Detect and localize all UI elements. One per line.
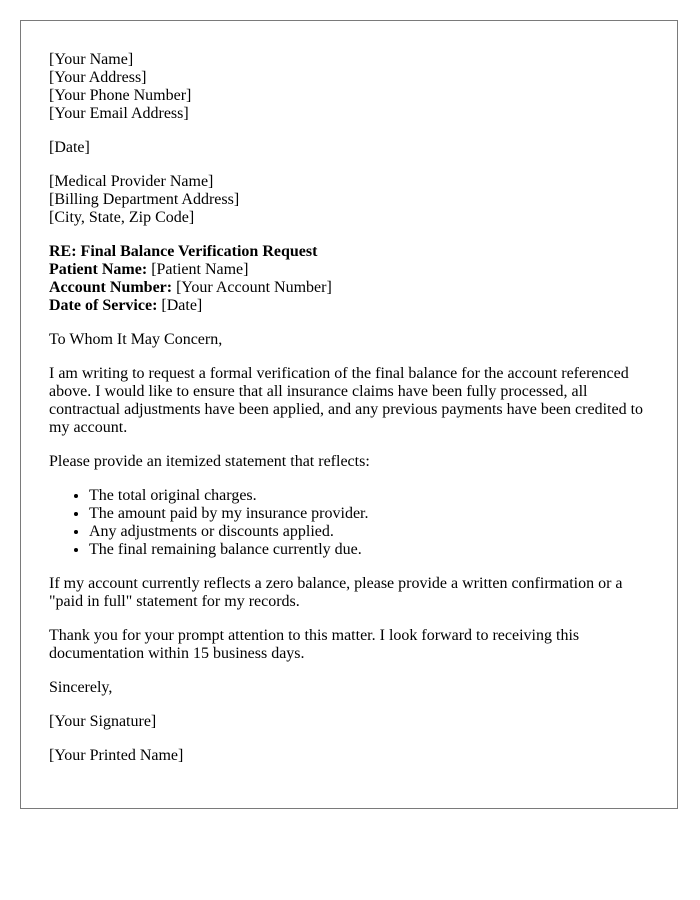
date-of-service-label: Date of Service: xyxy=(49,297,158,314)
patient-name-line xyxy=(49,261,649,279)
account-number-value: [Your Account Number] xyxy=(172,279,332,296)
list-item: • The total original charges. xyxy=(89,487,649,505)
recipient-provider: [Medical Provider Name] xyxy=(49,173,214,190)
body-paragraph-2: Please provide an itemized statement that reflects: xyxy=(49,453,370,470)
letter-page xyxy=(20,20,678,809)
date-of-service-value: [Date] xyxy=(157,297,203,314)
sender-block xyxy=(49,51,649,123)
recipient-billing-address: [Billing Department Address] xyxy=(49,191,240,208)
closing: Sincerely, xyxy=(49,679,113,696)
itemized-list xyxy=(49,487,649,559)
printed-name: [Your Printed Name] xyxy=(49,747,184,764)
sender-phone: [Your Phone Number] xyxy=(49,87,192,104)
signature: [Your Signature] xyxy=(49,713,157,730)
patient-name-value: [Patient Name] xyxy=(147,261,249,278)
body-paragraph-3: If my account currently reflects a zero balance, please provide a written confirmation or a "paid in full" statement for my records. xyxy=(49,575,623,610)
sender-name: [Your Name] xyxy=(49,51,134,68)
date-block xyxy=(49,139,649,157)
body-paragraph-4: Thank you for your prompt attention to this matter. I look forward to receiving this documentation within 15 business days. xyxy=(49,627,580,662)
re-line: RE: Final Balance Verification Request xyxy=(49,243,318,260)
reference-block xyxy=(49,243,649,315)
list-item: • Any adjustments or discounts applied. xyxy=(89,523,649,541)
recipient-block xyxy=(49,173,649,227)
sender-address: [Your Address] xyxy=(49,69,147,86)
letter-date: [Date] xyxy=(49,139,90,156)
list-item: • The final remaining balance currently due. xyxy=(89,541,649,559)
salutation: To Whom It May Concern, xyxy=(49,331,223,348)
recipient-city-state-zip: [City, State, Zip Code] xyxy=(49,209,195,226)
account-number-label: Account Number: xyxy=(49,279,173,296)
account-number-line xyxy=(49,279,649,297)
body-paragraph-1: I am writing to request a formal verification of the final balance for the account referenced above. I would like to ensure that all insurance claims have been fully processed, all contractual adjustments have been applied, and any previous payments have been credited to my account. xyxy=(49,365,644,436)
sender-email: [Your Email Address] xyxy=(49,105,189,122)
list-item: • The amount paid by my insurance provider. xyxy=(89,505,649,523)
patient-name-label: Patient Name: xyxy=(49,261,148,278)
date-of-service-line xyxy=(49,297,649,315)
